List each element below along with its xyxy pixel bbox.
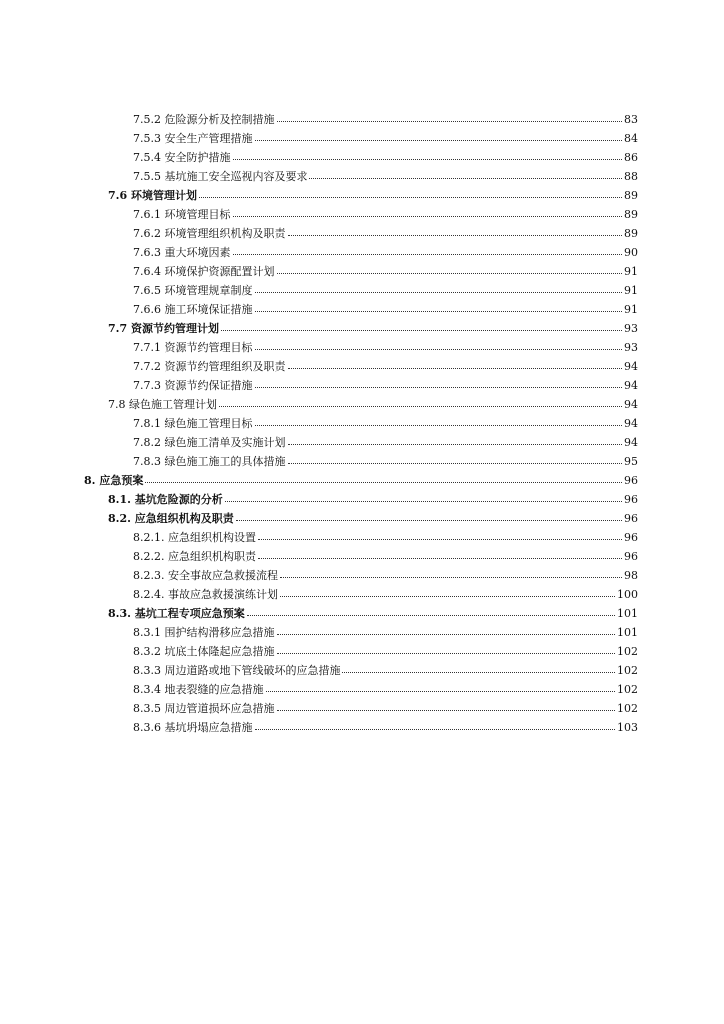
toc-entry[interactable] bbox=[133, 528, 638, 547]
toc-entry-page-number: 94 bbox=[624, 417, 638, 430]
toc-entry[interactable] bbox=[133, 129, 638, 148]
toc-entry-page-number: 102 bbox=[617, 664, 638, 677]
dot-leader bbox=[255, 337, 623, 350]
toc-entry[interactable] bbox=[133, 585, 638, 604]
toc-entry-page-number: 95 bbox=[624, 455, 638, 468]
toc-entry[interactable] bbox=[108, 186, 638, 205]
dot-leader bbox=[233, 147, 623, 160]
dot-leader bbox=[255, 128, 623, 141]
dot-leader bbox=[258, 546, 622, 559]
toc-entry-title: 8. 应急预案 bbox=[84, 474, 144, 487]
toc-entry-page-number: 94 bbox=[624, 398, 638, 411]
toc-entry-page-number: 93 bbox=[624, 322, 638, 335]
toc-entry[interactable] bbox=[133, 300, 638, 319]
toc-entry-title: 7.5.2 危险源分析及控制措施 bbox=[133, 113, 275, 126]
toc-entry[interactable] bbox=[133, 224, 638, 243]
toc-entry[interactable] bbox=[133, 167, 638, 186]
toc-entry-page-number: 96 bbox=[624, 493, 638, 506]
toc-entry-title: 7.7.2 资源节约管理组织及职责 bbox=[133, 360, 286, 373]
toc-entry-page-number: 94 bbox=[624, 379, 638, 392]
dot-leader bbox=[277, 641, 616, 654]
toc-entry-title: 7.8.3 绿色施工施工的具体措施 bbox=[133, 455, 286, 468]
toc-entry-title: 8.3.4 地表裂缝的应急措施 bbox=[133, 683, 264, 696]
toc-entry-page-number: 84 bbox=[624, 132, 638, 145]
toc-entry[interactable] bbox=[133, 338, 638, 357]
toc-entry[interactable] bbox=[108, 509, 638, 528]
toc-entry-title: 8.3.6 基坑坍塌应急措施 bbox=[133, 721, 253, 734]
toc-entry-page-number: 96 bbox=[624, 550, 638, 563]
toc-entry-page-number: 94 bbox=[624, 360, 638, 373]
toc-entry[interactable] bbox=[133, 376, 638, 395]
toc-entry-page-number: 96 bbox=[624, 512, 638, 525]
dot-leader bbox=[255, 375, 623, 388]
toc-entry[interactable] bbox=[133, 148, 638, 167]
toc-entry[interactable] bbox=[133, 680, 638, 699]
toc-entry-page-number: 91 bbox=[624, 303, 638, 316]
toc-entry-title: 8.3. 基坑工程专项应急预案 bbox=[108, 607, 245, 620]
dot-leader bbox=[280, 584, 615, 597]
toc-entry[interactable] bbox=[133, 566, 638, 585]
toc-entry-title: 7.7 资源节约管理计划 bbox=[108, 322, 219, 335]
toc-entry-title: 8.2.2. 应急组织机构职责 bbox=[133, 550, 256, 563]
toc-entry-page-number: 100 bbox=[617, 588, 638, 601]
toc-entry-title: 7.5.3 安全生产管理措施 bbox=[133, 132, 253, 145]
dot-leader bbox=[233, 204, 623, 217]
toc-entry[interactable] bbox=[133, 452, 638, 471]
dot-leader bbox=[277, 698, 616, 711]
toc-entry[interactable] bbox=[133, 243, 638, 262]
toc-entry[interactable] bbox=[133, 414, 638, 433]
toc-entry[interactable] bbox=[108, 490, 638, 509]
toc-entry-page-number: 86 bbox=[624, 151, 638, 164]
toc-entry-page-number: 91 bbox=[624, 284, 638, 297]
toc-entry-title: 7.8.1 绿色施工管理目标 bbox=[133, 417, 253, 430]
toc-entry-title: 7.6.4 环境保护资源配置计划 bbox=[133, 265, 275, 278]
toc-entry-page-number: 88 bbox=[624, 170, 638, 183]
toc-entry-title: 7.5.4 安全防护措施 bbox=[133, 151, 231, 164]
dot-leader bbox=[225, 489, 622, 502]
toc-entry[interactable] bbox=[133, 205, 638, 224]
toc-entry-page-number: 94 bbox=[624, 436, 638, 449]
toc-entry-title: 8.3.3 周边道路或地下管线破坏的应急措施 bbox=[133, 664, 341, 677]
toc-entry-page-number: 103 bbox=[617, 721, 638, 734]
toc-entry-title: 7.8.2 绿色施工清单及实施计划 bbox=[133, 436, 286, 449]
toc-entry[interactable] bbox=[133, 110, 638, 129]
toc-entry-page-number: 101 bbox=[617, 607, 638, 620]
toc-entry-page-number: 101 bbox=[617, 626, 638, 639]
toc-entry-title: 7.6.3 重大环境因素 bbox=[133, 246, 231, 259]
toc-entry-page-number: 91 bbox=[624, 265, 638, 278]
dot-leader bbox=[288, 223, 623, 236]
dot-leader bbox=[255, 299, 623, 312]
dot-leader bbox=[277, 109, 623, 122]
toc-entry-page-number: 83 bbox=[624, 113, 638, 126]
dot-leader bbox=[309, 166, 622, 179]
toc-entry-page-number: 89 bbox=[624, 227, 638, 240]
toc-entry-title: 8.1. 基坑危险源的分析 bbox=[108, 493, 223, 506]
toc-entry-page-number: 96 bbox=[624, 474, 638, 487]
dot-leader bbox=[199, 185, 622, 198]
dot-leader bbox=[255, 413, 623, 426]
dot-leader bbox=[221, 318, 622, 331]
toc-entry-title: 7.8 绿色施工管理计划 bbox=[108, 398, 217, 411]
toc-entry-page-number: 102 bbox=[617, 645, 638, 658]
dot-leader bbox=[255, 717, 616, 730]
dot-leader bbox=[280, 565, 622, 578]
toc-entry-page-number: 90 bbox=[624, 246, 638, 259]
toc-entry-title: 7.7.1 资源节约管理目标 bbox=[133, 341, 253, 354]
toc-entry-title: 8.3.2 坑底土体隆起应急措施 bbox=[133, 645, 275, 658]
toc-entry[interactable] bbox=[84, 471, 638, 490]
toc-entry[interactable] bbox=[133, 661, 638, 680]
toc-entry[interactable] bbox=[133, 433, 638, 452]
toc-entry[interactable] bbox=[133, 699, 638, 718]
toc-entry-title: 7.7.3 资源节约保证措施 bbox=[133, 379, 253, 392]
dot-leader bbox=[342, 660, 615, 673]
dot-leader bbox=[258, 527, 622, 540]
toc-entry-title: 7.6.2 环境管理组织机构及职责 bbox=[133, 227, 286, 240]
dot-leader bbox=[266, 679, 616, 692]
toc-entry-title: 7.6 环境管理计划 bbox=[108, 189, 197, 202]
toc-entry[interactable] bbox=[133, 642, 638, 661]
toc-entry-page-number: 89 bbox=[624, 208, 638, 221]
toc-entry-title: 8.2. 应急组织机构及职责 bbox=[108, 512, 234, 525]
toc-entry-title: 7.6.6 施工环境保证措施 bbox=[133, 303, 253, 316]
dot-leader bbox=[288, 451, 623, 464]
toc-entry[interactable] bbox=[133, 718, 638, 737]
toc-entry[interactable] bbox=[108, 395, 638, 414]
dot-leader bbox=[233, 242, 623, 255]
toc-entry[interactable] bbox=[133, 281, 638, 300]
toc-entry[interactable] bbox=[108, 604, 638, 623]
dot-leader bbox=[219, 394, 622, 407]
toc-entry-title: 8.3.1 围护结构滑移应急措施 bbox=[133, 626, 275, 639]
toc-entry[interactable] bbox=[133, 262, 638, 281]
toc-entry[interactable] bbox=[133, 547, 638, 566]
toc-entry-page-number: 98 bbox=[624, 569, 638, 582]
toc-entry-page-number: 102 bbox=[617, 683, 638, 696]
toc-entry-title: 8.2.4. 事故应急救援演练计划 bbox=[133, 588, 278, 601]
toc-entry-page-number: 96 bbox=[624, 531, 638, 544]
toc-entry[interactable] bbox=[133, 357, 638, 376]
dot-leader bbox=[277, 622, 616, 635]
toc-entry-title: 7.5.5 基坑施工安全巡视内容及要求 bbox=[133, 170, 308, 183]
toc-entry-page-number: 93 bbox=[624, 341, 638, 354]
toc-entry-title: 8.3.5 周边管道损坏应急措施 bbox=[133, 702, 275, 715]
dot-leader bbox=[288, 356, 623, 369]
toc-entry-title: 7.6.5 环境管理规章制度 bbox=[133, 284, 253, 297]
toc-entry-title: 8.2.1. 应急组织机构设置 bbox=[133, 531, 256, 544]
dot-leader bbox=[145, 470, 622, 483]
dot-leader bbox=[277, 261, 623, 274]
toc-entry-page-number: 89 bbox=[624, 189, 638, 202]
toc-entry-title: 8.2.3. 安全事故应急救援流程 bbox=[133, 569, 278, 582]
toc-entry-title: 7.6.1 环境管理目标 bbox=[133, 208, 231, 221]
dot-leader bbox=[236, 508, 622, 521]
toc-entry[interactable] bbox=[108, 319, 638, 338]
dot-leader bbox=[247, 603, 615, 616]
toc-entry-page-number: 102 bbox=[617, 702, 638, 715]
dot-leader bbox=[255, 280, 623, 293]
dot-leader bbox=[288, 432, 623, 445]
toc-entry[interactable] bbox=[133, 623, 638, 642]
